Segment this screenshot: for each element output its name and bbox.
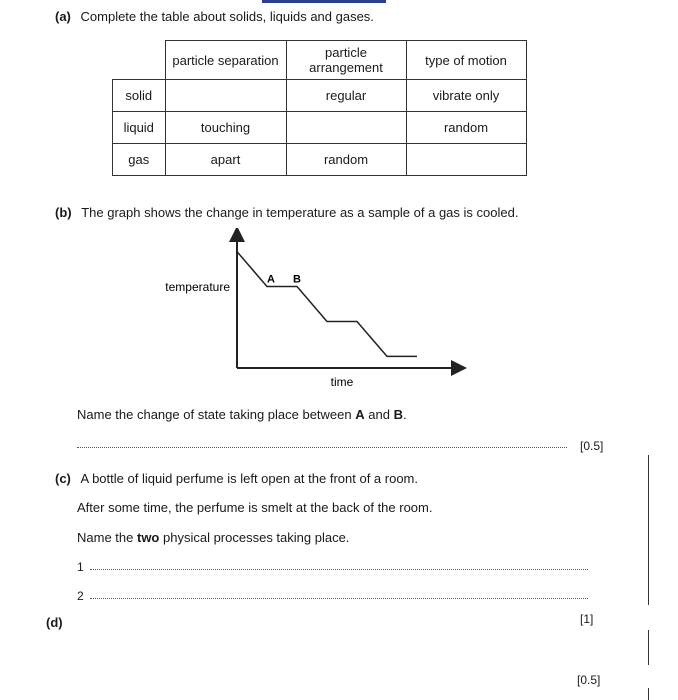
cooling-curve-line: [237, 252, 417, 357]
part-b-question: [77, 407, 407, 422]
table-corner-cell: [113, 41, 166, 80]
table-header-row: [113, 41, 527, 80]
question-emphasis: two: [136, 530, 160, 545]
part-d-marks: [0.5]: [577, 673, 601, 687]
y-axis-label: temperature: [165, 280, 230, 295]
margin-line: [648, 630, 649, 665]
row-state-label: solid: [113, 80, 166, 112]
question-point-a: A: [355, 407, 365, 422]
point-label-a: A: [267, 273, 275, 286]
margin-line: [648, 688, 649, 700]
part-c-label: (c): [55, 471, 71, 486]
row-state-label: gas: [113, 144, 166, 176]
column-header-motion: type of motion: [406, 41, 526, 80]
table-cell: touching: [165, 112, 286, 144]
states-table: [112, 40, 527, 176]
part-b-label: (b): [55, 205, 72, 220]
table-cell: apart: [165, 144, 286, 176]
part-c-line2: After some time, the perfume is smelt at the back of the room.: [77, 500, 433, 515]
cooling-curve-chart: [150, 228, 480, 393]
answer-line-c1[interactable]: [90, 569, 588, 570]
answer-line-c2[interactable]: [90, 598, 588, 599]
header-bar: [262, 0, 386, 3]
table-row: [113, 144, 527, 176]
answer-cell[interactable]: [165, 80, 286, 112]
answer-number-2: 2: [77, 589, 84, 603]
question-text: Name the: [77, 530, 137, 545]
part-c-heading: [55, 471, 418, 486]
answer-cell[interactable]: [286, 112, 406, 144]
column-header-separation: particle separation: [165, 41, 286, 80]
question-text: and: [364, 407, 394, 422]
answer-line-b[interactable]: [77, 447, 567, 448]
table-cell: vibrate only: [406, 80, 526, 112]
part-b-text: The graph shows the change in temperature as a sample of a gas is cooled.: [81, 205, 519, 220]
question-point-b: B: [393, 407, 403, 422]
margin-line: [648, 455, 649, 605]
column-header-arrangement: particle arrangement: [286, 41, 406, 80]
part-a-text: Complete the table about solids, liquids and gases.: [80, 9, 374, 24]
table-cell: random: [286, 144, 406, 176]
question-text: Name the change of state taking place between: [77, 407, 356, 422]
answer-number-1: 1: [77, 560, 84, 574]
part-a-heading: [55, 9, 374, 24]
part-b-heading: [55, 205, 518, 220]
part-c-marks: [1]: [580, 612, 594, 626]
part-c-question: [77, 530, 349, 545]
table-cell: random: [406, 112, 526, 144]
part-a-label: (a): [55, 9, 71, 24]
question-text: .: [402, 407, 407, 422]
part-b-marks: [0.5]: [580, 439, 604, 453]
row-state-label: liquid: [113, 112, 166, 144]
point-label-b: B: [293, 273, 301, 286]
table-row: [113, 112, 527, 144]
table-row: [113, 80, 527, 112]
answer-cell[interactable]: [406, 144, 526, 176]
x-axis-label: time: [330, 375, 354, 389]
table-cell: regular: [286, 80, 406, 112]
part-c-line1: A bottle of liquid perfume is left open at the front of a room.: [80, 471, 418, 486]
part-d-label: (d): [46, 615, 63, 630]
question-text: physical processes taking place.: [159, 530, 350, 545]
